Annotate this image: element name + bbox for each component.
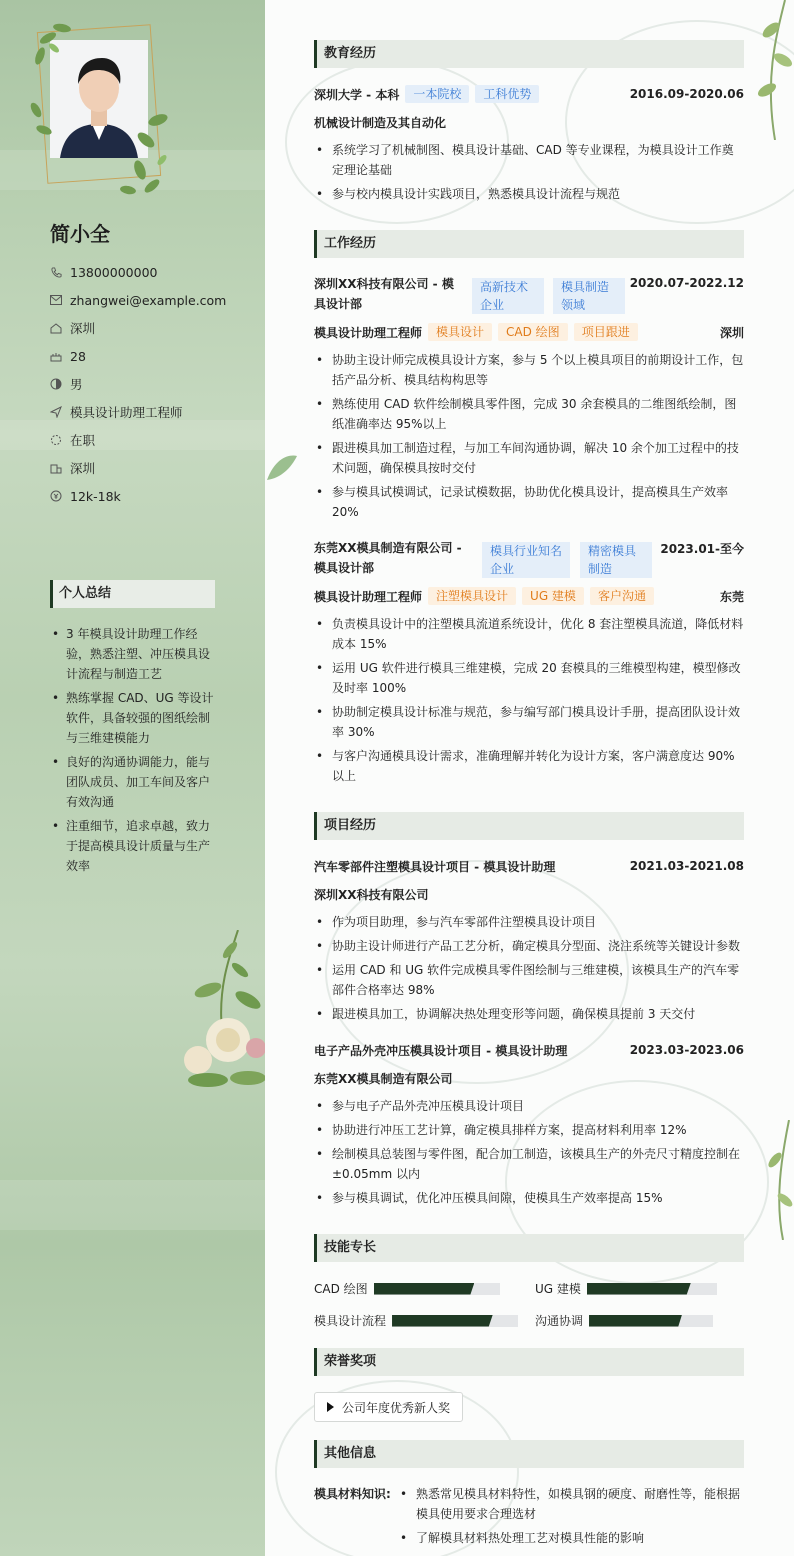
- info-city: [50, 314, 226, 342]
- list-item: • 3 年模具设计助理工作经验，熟悉注塑、冲压模具设计流程与制造工艺: [50, 624, 215, 684]
- position-text: 模具设计助理工程师: [70, 405, 183, 420]
- project-name: 电子产品外壳冲压模具设计项目 - 模具设计助理: [314, 1043, 568, 1058]
- role-tag: 模具设计: [428, 323, 492, 341]
- education-list: [314, 140, 744, 208]
- education-date: 2016.09-2020.06: [629, 87, 744, 101]
- section-title-education: 教育经历: [314, 40, 744, 68]
- list-item: • 跟进模具加工，协调解决热处理变形等问题，确保模具提前 3 天交付: [314, 1004, 744, 1024]
- building-icon: [50, 462, 62, 474]
- leaf-icon: [265, 450, 299, 486]
- list-item: • 参与校内模具设计实践项目，熟悉模具设计流程与规范: [314, 184, 744, 204]
- job-date: 2023.01-至今: [660, 542, 744, 556]
- company-tag-line: 领域: [553, 296, 625, 314]
- money-icon: [50, 490, 62, 502]
- candidate-name: 简小全: [50, 222, 110, 246]
- job-city: 东莞: [719, 589, 744, 604]
- list-item: • 绘制模具总装图与零件图，配合加工制造，该模具生产的外壳尺寸精度控制在±0.05mm 以内: [314, 1144, 744, 1184]
- status-text: 在职: [70, 433, 96, 448]
- major: 机械设计制造及其自动化: [314, 115, 447, 130]
- company-line: 模具设计部: [314, 561, 375, 575]
- home-icon: [50, 322, 62, 334]
- info-position: [50, 398, 226, 426]
- skill-bar-fill: [392, 1315, 493, 1327]
- award-label: 公司年度优秀新人奖: [342, 1400, 451, 1415]
- list-item: • 协助主设计师进行产品工艺分析，确定模具分型面、浇注系统等关键设计参数: [314, 936, 744, 956]
- section-title-projects: 项目经历: [314, 812, 744, 840]
- company-tag: [553, 278, 625, 314]
- phone-text: 13800000000: [70, 264, 158, 280]
- project-items: [314, 912, 744, 1028]
- role-tag: CAD 绘图: [498, 323, 568, 341]
- job-role: 模具设计助理工程师: [314, 589, 423, 604]
- mail-icon: [50, 294, 62, 306]
- job-duties: [314, 350, 744, 526]
- skill-name: 模具设计流程: [314, 1314, 387, 1328]
- info-target-city: [50, 454, 226, 482]
- info-gender: [50, 370, 226, 398]
- summary-title: 个人总结: [50, 580, 215, 608]
- skill-item: [535, 1280, 717, 1297]
- skill-bar-fill: [587, 1283, 691, 1295]
- company-tag: [580, 542, 652, 578]
- list-item: • 运用 UG 软件进行模具三维建模，完成 20 套模具的三维模型构建，模型修改及时率 100%: [314, 658, 744, 698]
- section-title-work: 工作经历: [314, 230, 744, 258]
- sidebar-texture: [0, 1180, 265, 1230]
- flower-decoration-icon: [178, 930, 265, 1088]
- company-tag-line: 制造: [580, 560, 652, 578]
- job-company: [314, 538, 474, 578]
- list-item: • 协助进行冲压工艺计算，确定模具排样方案，提高材料利用率 12%: [314, 1120, 744, 1140]
- skill-name: UG 建模: [535, 1282, 581, 1296]
- role-tag: UG 建模: [522, 587, 584, 605]
- company-tag: [482, 542, 570, 578]
- list-item: • 与客户沟通模具设计需求，准确理解并转化为设计方案，客户满意度达 90%以上: [314, 746, 744, 786]
- email-text: zhangwei@example.com: [70, 292, 227, 308]
- skill-bar-fill: [589, 1315, 682, 1327]
- list-item: • 熟练掌握 CAD、UG 等设计软件，具备较强的图纸绘制与三维建模能力: [50, 688, 215, 748]
- education-header: [314, 84, 744, 104]
- info-age: [50, 342, 226, 370]
- skill-bar-fill: [374, 1283, 475, 1295]
- job-company: [314, 274, 464, 314]
- school-tag: 工科优势: [475, 85, 539, 103]
- leaf-branch-icon: [745, 1120, 794, 1240]
- job-duties: [314, 614, 744, 790]
- project-header: [314, 856, 744, 876]
- company-tag-line: 企业: [482, 560, 570, 578]
- project-company: 东莞XX模具制造有限公司: [314, 1071, 453, 1086]
- job-role-row: [314, 322, 744, 342]
- job-date: 2020.07-2022.12: [629, 276, 744, 290]
- list-item: • 了解模具材料热处理工艺对模具性能的影响: [398, 1528, 744, 1548]
- company-tag-line: 高新技术: [472, 278, 544, 296]
- age-text: 28: [70, 348, 86, 364]
- role-tag: 注塑模具设计: [428, 587, 516, 605]
- award-item[interactable]: [314, 1392, 463, 1422]
- other-list: [398, 1484, 744, 1552]
- list-item: • 良好的沟通协调能力，能与团队成员、加工车间及客户有效沟通: [50, 752, 215, 812]
- skill-bar: [589, 1315, 713, 1327]
- company-line: 东莞XX模具制造有限公司 -: [314, 541, 462, 555]
- avatar-frame: [28, 20, 168, 198]
- company-line: 深圳XX科技有限公司 - 模: [314, 277, 454, 291]
- section-title-other: 其他信息: [314, 1440, 744, 1468]
- skill-name: CAD 绘图: [314, 1282, 368, 1296]
- send-icon: [50, 406, 62, 418]
- project-company: 深圳XX科技有限公司: [314, 887, 429, 902]
- info-status: [50, 426, 226, 454]
- company-tag-line: 模具行业知名: [482, 542, 570, 560]
- company-tag: [472, 278, 544, 314]
- status-icon: [50, 434, 62, 446]
- company-line: 具设计部: [314, 297, 363, 311]
- gender-text: 男: [70, 377, 83, 392]
- list-item: • 熟练使用 CAD 软件绘制模具零件图，完成 30 余套模具的二维图纸绘制，图纸准确率达 95%以上: [314, 394, 744, 434]
- other-label: 模具材料知识:: [314, 1487, 391, 1501]
- job-role: 模具设计助理工程师: [314, 325, 423, 340]
- list-item: • 运用 CAD 和 UG 软件完成模具零件图绘制与三维建模，该模具生产的汽车零部件合格率达 98%: [314, 960, 744, 1000]
- role-tag: 客户沟通: [590, 587, 654, 605]
- list-item: • 注重细节，追求卓越，致力于提高模具设计质量与生产效率: [50, 816, 215, 876]
- company-tag-line: 企业: [472, 296, 544, 314]
- company-tag-line: 精密模具: [580, 542, 652, 560]
- info-phone: [50, 258, 226, 286]
- leaf-branch-icon: [745, 0, 794, 140]
- list-item: • 协助主设计师完成模具设计方案，参与 5 个以上模具项目的前期设计工作，包括产品分析、模具结构构思等: [314, 350, 744, 390]
- skill-item: [535, 1312, 713, 1329]
- list-item: • 协助制定模具设计标准与规范，参与编写部门模具设计手册，提高团队设计效率 30%: [314, 702, 744, 742]
- summary-list: [50, 624, 215, 880]
- list-item: • 负责模具设计中的注塑模具流道系统设计，优化 8 套注塑模具流道，降低材料成本 15%: [314, 614, 744, 654]
- skill-bar: [374, 1283, 500, 1295]
- cake-icon: [50, 350, 62, 362]
- gender-icon: [50, 378, 62, 390]
- project-items: [314, 1096, 744, 1212]
- project-name: 汽车零部件注塑模具设计项目 - 模具设计助理: [314, 859, 556, 874]
- list-item: • 参与模具试模调试，记录试模数据，协助优化模具设计，提高模具生产效率 20%: [314, 482, 744, 522]
- leaf-garland-icon: [28, 20, 168, 198]
- target-city-text: 深圳: [70, 461, 96, 476]
- project-date: 2023.03-2023.06: [629, 1043, 744, 1057]
- project-header: [314, 1040, 744, 1060]
- info-salary: [50, 482, 226, 510]
- skill-item: [314, 1280, 500, 1297]
- skill-bar: [587, 1283, 717, 1295]
- phone-icon: [50, 266, 62, 278]
- skill-bar: [392, 1315, 518, 1327]
- info-email: [50, 286, 226, 314]
- section-title-skills: 技能专长: [314, 1234, 744, 1262]
- skill-name: 沟通协调: [535, 1314, 584, 1328]
- company-tag-line: 模具制造: [553, 278, 625, 296]
- list-item: • 参与模具调试，优化冲压模具间隙，使模具生产效率提高 15%: [314, 1188, 744, 1208]
- school-name: 深圳大学 - 本科: [314, 87, 400, 102]
- list-item: • 作为项目助理，参与汽车零部件注塑模具设计项目: [314, 912, 744, 932]
- list-item: • 参与电子产品外壳冲压模具设计项目: [314, 1096, 744, 1116]
- list-item: • 跟进模具加工制造过程，与加工车间沟通协调，解决 10 余个加工过程中的技术问题，确保模具按时交付: [314, 438, 744, 478]
- role-tag: 项目跟进: [574, 323, 638, 341]
- job-city: 深圳: [719, 325, 744, 340]
- salary-text: 12k-18k: [70, 488, 121, 504]
- list-item: • 系统学习了机械制图、模具设计基础、CAD 等专业课程，为模具设计工作奠定理论基础: [314, 140, 744, 180]
- project-date: 2021.03-2021.08: [629, 859, 744, 873]
- section-title-awards: 荣誉奖项: [314, 1348, 744, 1376]
- skill-item: [314, 1312, 518, 1329]
- job-role-row: [314, 586, 744, 606]
- school-tag: 一本院校: [405, 85, 469, 103]
- list-item: • 熟悉常见模具材料特性，如模具钢的硬度、耐磨性等，能根据模具使用要求合理选材: [398, 1484, 744, 1524]
- city-text: 深圳: [70, 321, 96, 336]
- contact-info: [50, 258, 226, 510]
- play-icon: [327, 1402, 334, 1412]
